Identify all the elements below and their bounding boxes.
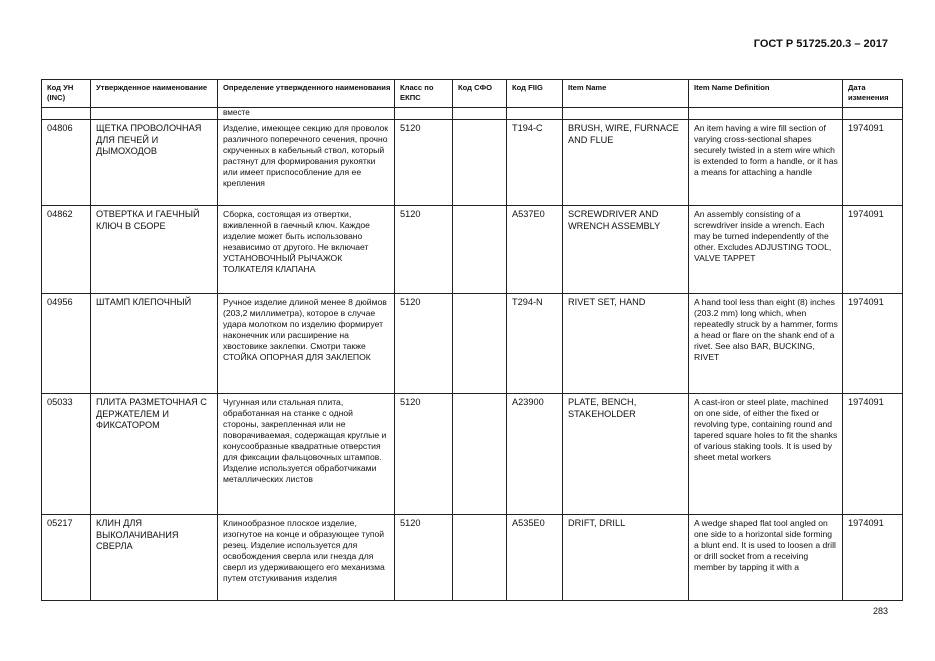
cell-approved-name: ШТАМП КЛЕПОЧНЫЙ bbox=[91, 294, 218, 394]
cell-class: 5120 bbox=[395, 294, 453, 394]
cell-inc: 04806 bbox=[42, 120, 91, 206]
cell-item-name: PLATE, BENCH, STAKEHOLDER bbox=[563, 394, 689, 515]
cell-date: 1974091 bbox=[843, 394, 903, 515]
cell-date: 1974091 bbox=[843, 206, 903, 294]
cell-class: 5120 bbox=[395, 120, 453, 206]
cell-fiig: T194-C bbox=[507, 120, 563, 206]
cell-sfo bbox=[453, 120, 507, 206]
continuation-row bbox=[42, 108, 903, 120]
cell-item-name: DRIFT, DRILL bbox=[563, 515, 689, 601]
cell-item-name: SCREWDRIVER AND WRENCH ASSEMBLY bbox=[563, 206, 689, 294]
cell-sfo bbox=[453, 394, 507, 515]
cell-class: 5120 bbox=[395, 206, 453, 294]
cell-date: 1974091 bbox=[843, 120, 903, 206]
col-header-definition: Определение утвержденного наименования bbox=[218, 80, 395, 108]
standard-designation: ГОСТ Р 51725.20.3 – 2017 bbox=[753, 38, 888, 50]
page-number: 283 bbox=[872, 606, 888, 616]
cell-approved-name: КЛИН ДЛЯ ВЫКОЛАЧИВАНИЯ СВЕРЛА bbox=[91, 515, 218, 601]
cell-inc: 05033 bbox=[42, 394, 91, 515]
table-row bbox=[42, 394, 903, 515]
cell-inc: 04956 bbox=[42, 294, 91, 394]
table-row bbox=[42, 515, 903, 601]
cell-item-def: An assembly consisting of a screwdriver inside a wrench. Each may be turned independently of the other. Excludes ADJUSTING TOOL, VALVE TAPPET bbox=[689, 206, 843, 294]
cell-item-def: A hand tool less than eight (8) inches (203.2 mm) long which, when repeatedly struck by a hammer, forms a head or flare on the shank end of a rivet. See also BAR, BUCKING, RIVET bbox=[689, 294, 843, 394]
col-header-item-name: Item Name bbox=[563, 80, 689, 108]
cell-definition: Изделие, имеющее секцию для проволок различного поперечного сечения, прочно скрученных в кабельный ствол, который растянут для формирования рукоятки или имеет приспособление для ее крепления bbox=[218, 120, 395, 206]
cell-definition: Сборка, состоящая из отвертки, вживленной в гаечный ключ. Каждое изделие может быть использовано независимо от другого. Не включает УСТАНОВОЧНЫЙ РЫЧАЖОК ТОЛКАТЕЛЯ КЛАПАНА bbox=[218, 206, 395, 294]
cell-definition: Клинообразное плоское изделие, изогнутое на конце и образующее тупой резец. Изделие используется для освобождения сверла или гнезда для сверл из удерживающего его механизма путем отстукивания изделия bbox=[218, 515, 395, 601]
cell-approved-name: ЩЕТКА ПРОВОЛОЧНАЯ ДЛЯ ПЕЧЕЙ И ДЫМОХОДОВ bbox=[91, 120, 218, 206]
table-header-row bbox=[42, 80, 903, 108]
cell-class: 5120 bbox=[395, 515, 453, 601]
col-header-sfo: Код СФО bbox=[453, 80, 507, 108]
cell-date: 1974091 bbox=[843, 294, 903, 394]
cell-item-def: A wedge shaped flat tool angled on one side to a horizontal side forming a blunt end. It is used to loosen a drill or drill socket from a receiving member by tapping it with a bbox=[689, 515, 843, 601]
cell-approved-name: ОТВЕРТКА И ГАЕЧНЫЙ КЛЮЧ В СБОРЕ bbox=[91, 206, 218, 294]
cell-item-def: A cast-iron or steel plate, machined on one side, of either the fixed or revolving type, containing round and tapered square holes to fit the shanks of various staking tools. It is used by sheet metal workers bbox=[689, 394, 843, 515]
cell-inc: 05217 bbox=[42, 515, 91, 601]
cell-fiig: T294-N bbox=[507, 294, 563, 394]
cell-sfo bbox=[453, 206, 507, 294]
col-header-inc: Код УН (INC) bbox=[42, 80, 91, 108]
cell-fiig: A23900 bbox=[507, 394, 563, 515]
continuation-text: вместе bbox=[218, 108, 395, 120]
col-header-item-def: Item Name Definition bbox=[689, 80, 843, 108]
cell-sfo bbox=[453, 515, 507, 601]
table-row bbox=[42, 294, 903, 394]
nomenclature-table bbox=[41, 79, 903, 601]
col-header-class: Класс по ЕКПС bbox=[395, 80, 453, 108]
cell-definition: Ручное изделие длиной менее 8 дюймов (203,2 миллиметра), которое в случае удара молотком по изделию формирует наконечник или расширение на хвостовике заклепки. Смотри также СТОЙКА ОПОРНАЯ ДЛЯ ЗАКЛЕПОК bbox=[218, 294, 395, 394]
cell-date: 1974091 bbox=[843, 515, 903, 601]
table-row bbox=[42, 206, 903, 294]
table-row bbox=[42, 120, 903, 206]
cell-definition: Чугунная или стальная плита, обработанная на станке с одной стороны, закрепленная или не поворачиваемая, содержащая круглые и конусообразные квадратные отверстия для фиксации фальцовочных штампов. Изделие используется обработчиками металлических листов bbox=[218, 394, 395, 515]
cell-inc: 04862 bbox=[42, 206, 91, 294]
cell-item-def: An item having a wire fill section of varying cross-sectional shapes securely twisted in a stem wire which is extended to form a handle, or it has a means for attaching a handle bbox=[689, 120, 843, 206]
cell-sfo bbox=[453, 294, 507, 394]
cell-item-name: BRUSH, WIRE, FURNACE AND FLUE bbox=[563, 120, 689, 206]
cell-class: 5120 bbox=[395, 394, 453, 515]
col-header-fiig: Код FIIG bbox=[507, 80, 563, 108]
cell-item-name: RIVET SET, HAND bbox=[563, 294, 689, 394]
col-header-approved-name: Утвержденное наименование bbox=[91, 80, 218, 108]
cell-approved-name: ПЛИТА РАЗМЕТОЧНАЯ С ДЕРЖАТЕЛЕМ И ФИКСАТОРОМ bbox=[91, 394, 218, 515]
cell-fiig: A537E0 bbox=[507, 206, 563, 294]
cell-fiig: A535E0 bbox=[507, 515, 563, 601]
col-header-date: Дата изменения bbox=[843, 80, 903, 108]
